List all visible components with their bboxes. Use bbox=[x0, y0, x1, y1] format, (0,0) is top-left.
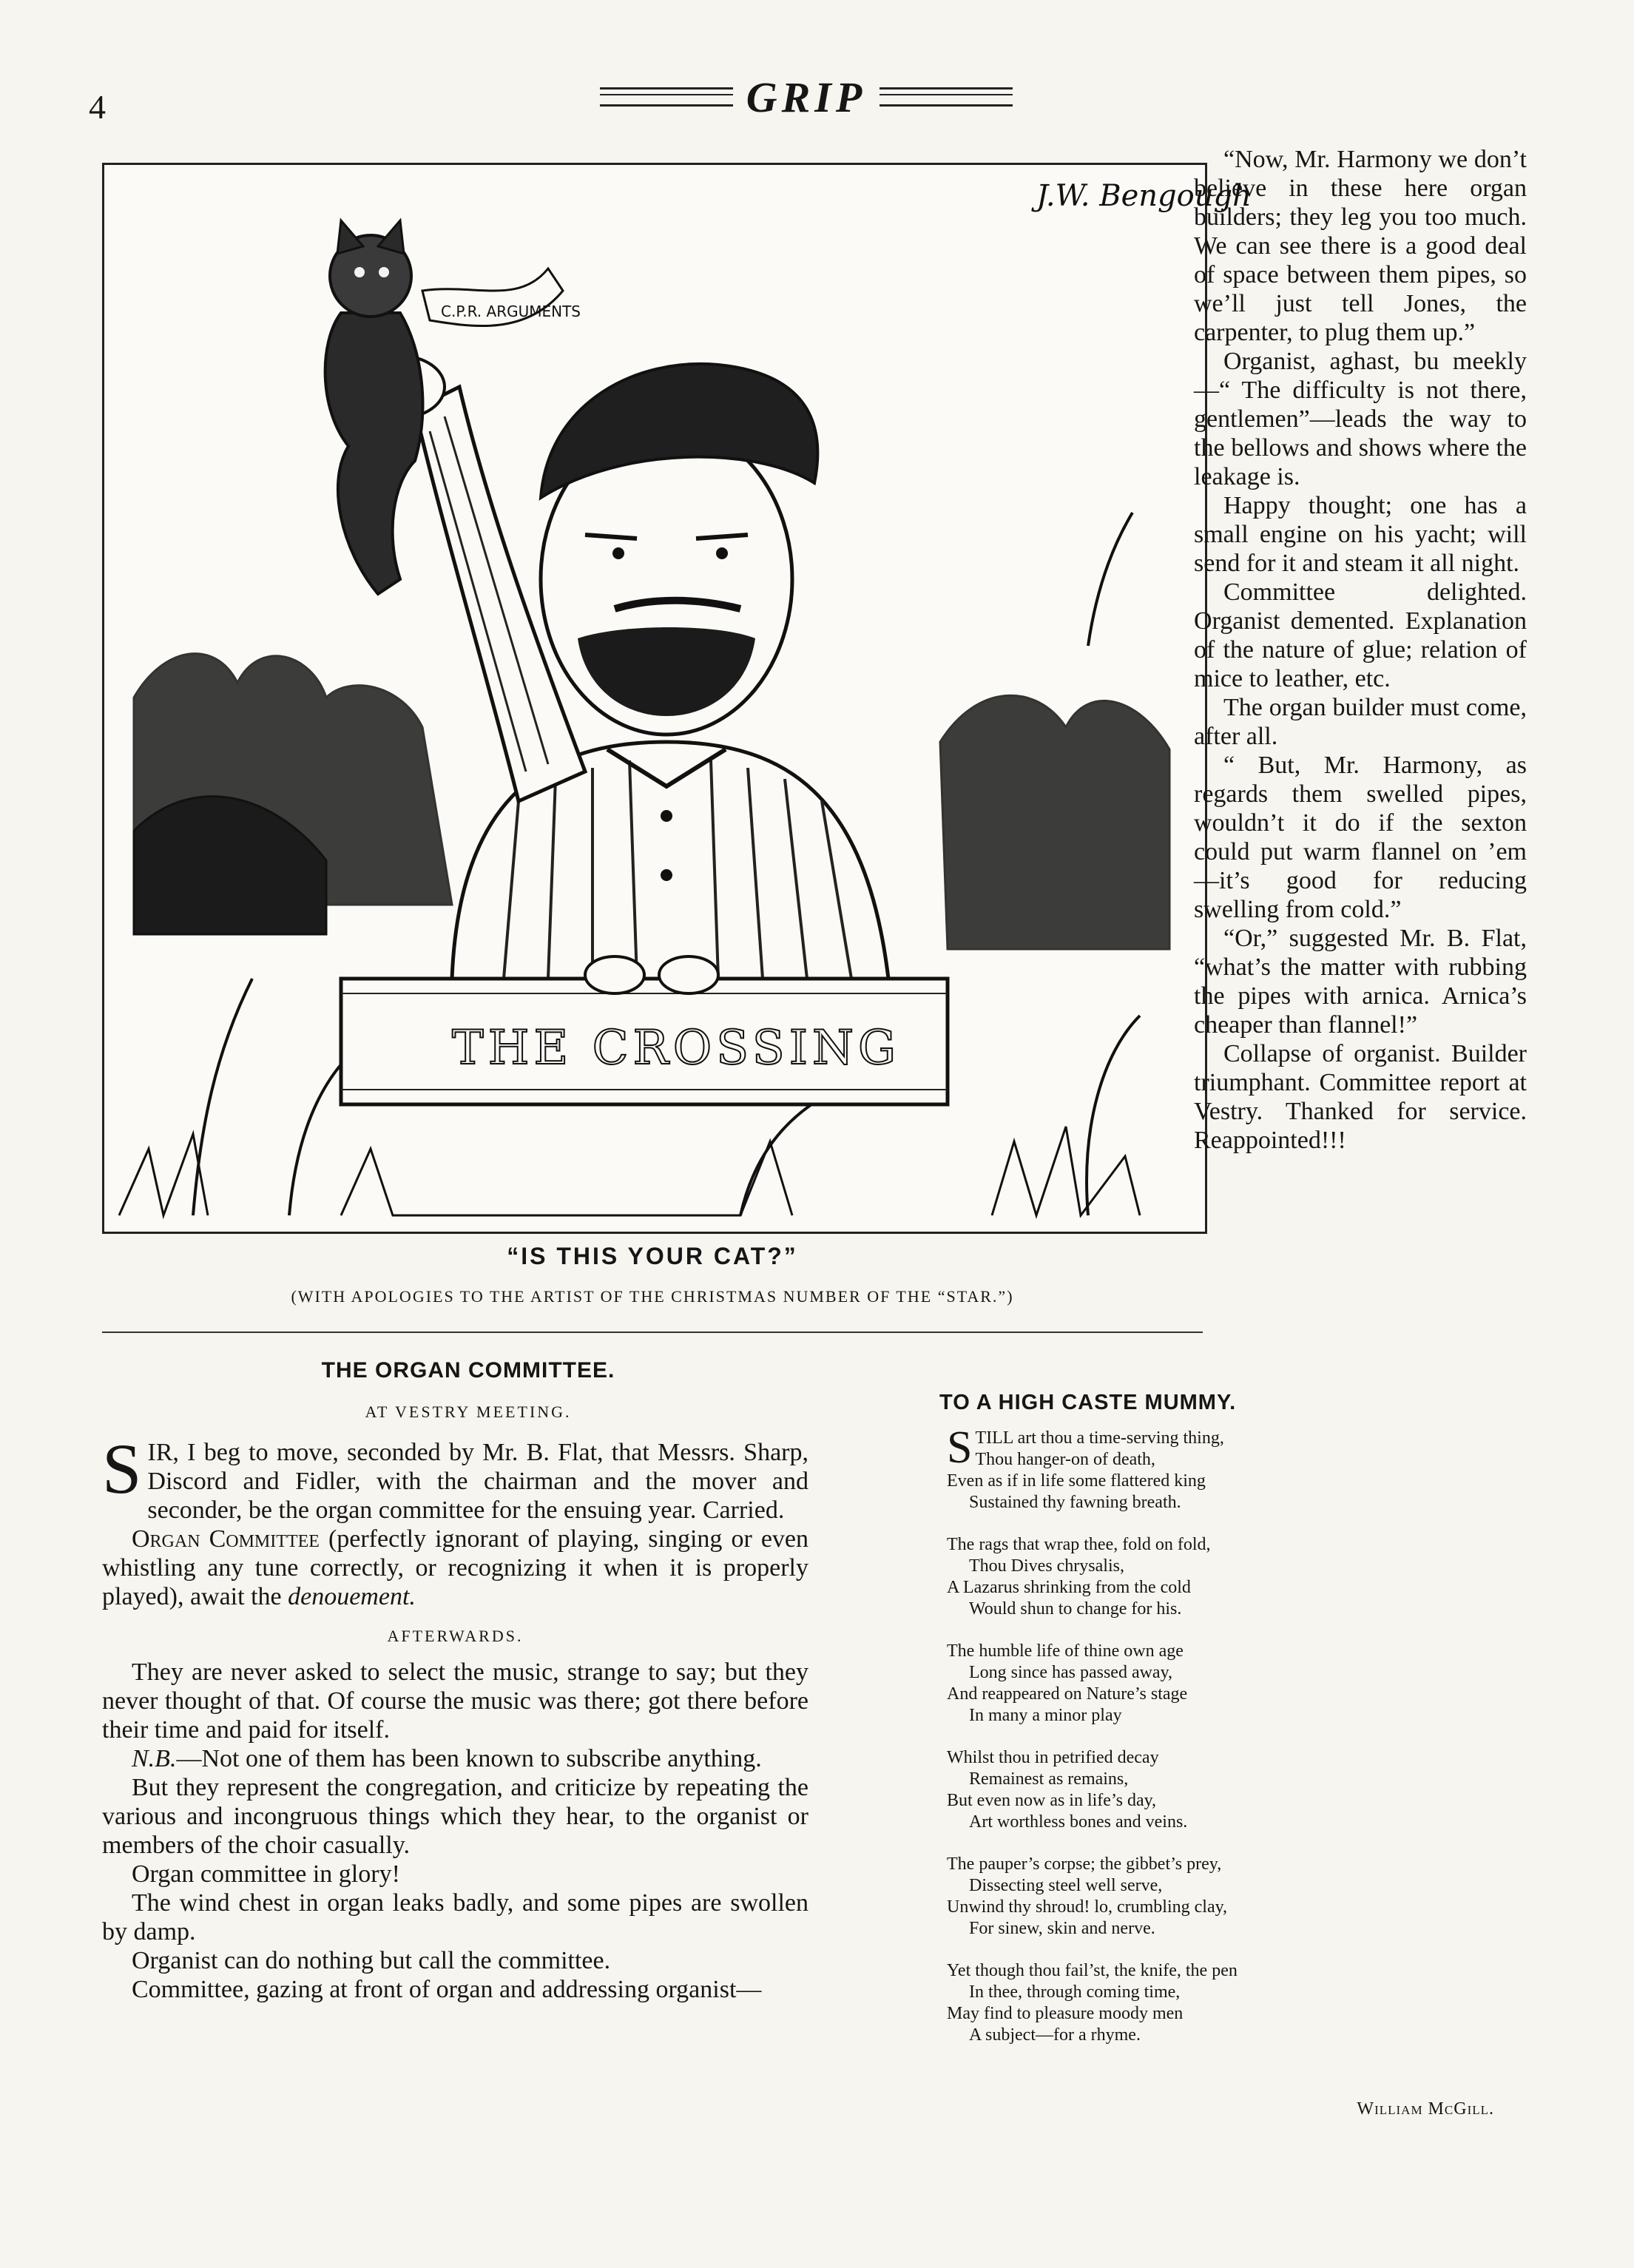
paragraph: “ But, Mr. Harmony, as regards them swelled pipes, wouldn’t it do if the sexton could put warm flannel on ’em—it’s good for reducing swelling from cold.” bbox=[1194, 752, 1527, 923]
masthead-title: GRIP bbox=[746, 72, 867, 121]
poem-line: The pauper’s corpse; the gibbet’s prey, bbox=[947, 1854, 1222, 1874]
foliage-right bbox=[940, 695, 1169, 949]
paragraph: “Or,” suggested Mr. B. Flat, “what’s the matter with rubbing the pipes with arnica. Arnica’s cheaper than flannel!” bbox=[1194, 925, 1527, 1039]
masthead-rule-left bbox=[600, 87, 733, 107]
poem-line: In many a minor play bbox=[969, 1706, 1122, 1725]
poem-line: Remainest as remains, bbox=[969, 1769, 1129, 1789]
poem-line: The humble life of thine own age bbox=[947, 1641, 1184, 1661]
italic-word: denouement. bbox=[288, 1583, 416, 1610]
paragraph bbox=[102, 1525, 808, 1611]
paragraph bbox=[102, 1744, 808, 1773]
paragraph: The wind chest in organ leaks badly, and some pipes are swollen by damp. bbox=[102, 1889, 808, 1945]
drop-cap: S bbox=[947, 1422, 973, 1473]
poem-line: Dissecting steel well serve, bbox=[969, 1876, 1163, 1895]
poem-line: Art worthless bones and veins. bbox=[969, 1812, 1188, 1832]
poem-line: Sustained thy fawning breath. bbox=[969, 1493, 1181, 1512]
paragraph: They are never asked to select the music, strange to say; but they never thought of that. Of course the music was there; got there before their time and paid for itself. bbox=[102, 1658, 808, 1744]
paragraph: Committee, gazing at front of organ and addressing organist— bbox=[132, 1976, 762, 2003]
illustration-subcaption: (WITH APOLOGIES TO THE ARTIST OF THE CHRISTMAS NUMBER OF THE “STAR.”) bbox=[291, 1287, 1014, 1306]
figure-head bbox=[541, 364, 817, 735]
poem-line: Thou Dives chrysalis, bbox=[969, 1556, 1124, 1576]
poem-line: May find to pleasure moody men bbox=[947, 2004, 1184, 2023]
cartoon-drawing bbox=[104, 165, 1252, 1232]
poem-line: In thee, through coming time, bbox=[969, 1982, 1181, 2002]
paragraph-text: IR, I beg to move, seconded by Mr. B. Flat, that Messrs. Sharp, Discord and Fidler, with the chairman and the mover and seconder, be the organ committee for the ensuing year. Carried. bbox=[147, 1439, 808, 1524]
stanza bbox=[947, 1747, 1509, 1833]
poem-line: Yet though thou fail’st, the knife, the pen bbox=[947, 1961, 1238, 1980]
paragraph: Organist, aghast, bu meekly—“ The difficulty is not there, gentlemen”—leads the way to the bellows and shows where the leakage is. bbox=[1194, 348, 1527, 490]
paragraph: But they represent the congregation, and criticize by repeating the various and incongruous things which they hear, to the organist or members of the choir casually. bbox=[102, 1774, 808, 1859]
poem-line: Unwind thy shroud! lo, crumbling clay, bbox=[947, 1897, 1228, 1917]
poem-line: For sinew, skin and nerve. bbox=[969, 1919, 1155, 1938]
poem-line: Would shun to change for his. bbox=[969, 1599, 1182, 1619]
poem-line: And reappeared on Nature’s stage bbox=[947, 1684, 1188, 1704]
masthead-rule-right bbox=[880, 87, 1013, 107]
paragraph bbox=[102, 1429, 808, 1525]
paragraph: Collapse of organist. Builder triumphant. Committee report at Vestry. Thanked for service. Reappointed!!! bbox=[1194, 1040, 1527, 1154]
italic-lead: N.B. bbox=[132, 1745, 177, 1772]
poem-title: TO A HIGH CASTE MUMMY. bbox=[939, 1391, 1237, 1414]
article-subtitle: AT VESTRY MEETING. bbox=[365, 1403, 572, 1421]
stanza bbox=[947, 1854, 1509, 1940]
poem-line: Even as if in life some flattered king bbox=[947, 1471, 1206, 1491]
section-divider bbox=[102, 1332, 1203, 1333]
poem-line: But even now as in life’s day, bbox=[947, 1791, 1157, 1810]
banner-text: C.P.R. ARGUMENTS bbox=[441, 303, 581, 320]
fence-text: THE CROSSING bbox=[452, 1021, 901, 1076]
poem-line: Thou hanger-on of death, bbox=[975, 1450, 1155, 1469]
poem-author: William McGill. bbox=[1357, 2099, 1494, 2119]
paragraph: Organist can do nothing but call the committee. bbox=[132, 1947, 611, 1974]
artist-signature: J.W. Bengough bbox=[1036, 179, 1252, 213]
poem-line: A subject—for a rhyme. bbox=[969, 2025, 1141, 2045]
poem-line: Whilst thou in petrified decay bbox=[947, 1748, 1159, 1767]
poem-line: A Lazarus shrinking from the cold bbox=[947, 1578, 1191, 1597]
poem-body bbox=[947, 1422, 1509, 2067]
illustration-caption: “IS THIS YOUR CAT?” bbox=[507, 1243, 798, 1269]
paragraph-text: (perfectly ignorant of playing, singing or even whistling any tune correctly, or recognizing it when it is properly played), await the bbox=[102, 1525, 808, 1610]
lead-smallcaps: Organ Committee bbox=[132, 1525, 320, 1553]
right-column-text bbox=[1194, 145, 1527, 1155]
stanza bbox=[947, 1422, 1509, 1513]
article-body bbox=[102, 1429, 808, 2004]
masthead bbox=[547, 71, 1065, 123]
cartoon-illustration bbox=[102, 163, 1252, 1234]
page-number: 4 bbox=[89, 88, 106, 126]
poem-line: The rags that wrap thee, fold on fold, bbox=[947, 1535, 1211, 1554]
stanza bbox=[947, 1641, 1509, 1727]
section-heading: AFTERWARDS. bbox=[387, 1627, 524, 1645]
stanza bbox=[947, 1534, 1509, 1620]
paragraph: Organ committee in glory! bbox=[132, 1860, 400, 1888]
paragraph: Happy thought; one has a small engine on his yacht; will send for it and steam it all night. bbox=[1194, 492, 1527, 577]
paragraph: Committee delighted. Organist demented. Explanation of the nature of glue; relation of mice to leather, etc. bbox=[1194, 578, 1527, 692]
fence-plank bbox=[341, 956, 948, 1104]
grass bbox=[119, 1127, 1140, 1215]
drop-cap: S bbox=[102, 1429, 142, 1508]
article-title: THE ORGAN COMMITTEE. bbox=[321, 1358, 615, 1383]
paragraph: “Now, Mr. Harmony we don’t believe in these here organ builders; they leg you too much. We can see there is a good deal of space between them pipes, so we’ll just tell Jones, the carpenter, to plug them up.” bbox=[1194, 146, 1527, 346]
stanza bbox=[947, 1960, 1509, 2046]
poem-line-text: TILL art thou a time-serving thing, bbox=[975, 1428, 1224, 1448]
poem-line: Long since has passed away, bbox=[969, 1663, 1173, 1682]
paragraph: The organ builder must come, after all. bbox=[1194, 694, 1527, 750]
foliage-left bbox=[134, 654, 452, 934]
paragraph-text: —Not one of them has been known to subscribe anything. bbox=[176, 1745, 762, 1772]
